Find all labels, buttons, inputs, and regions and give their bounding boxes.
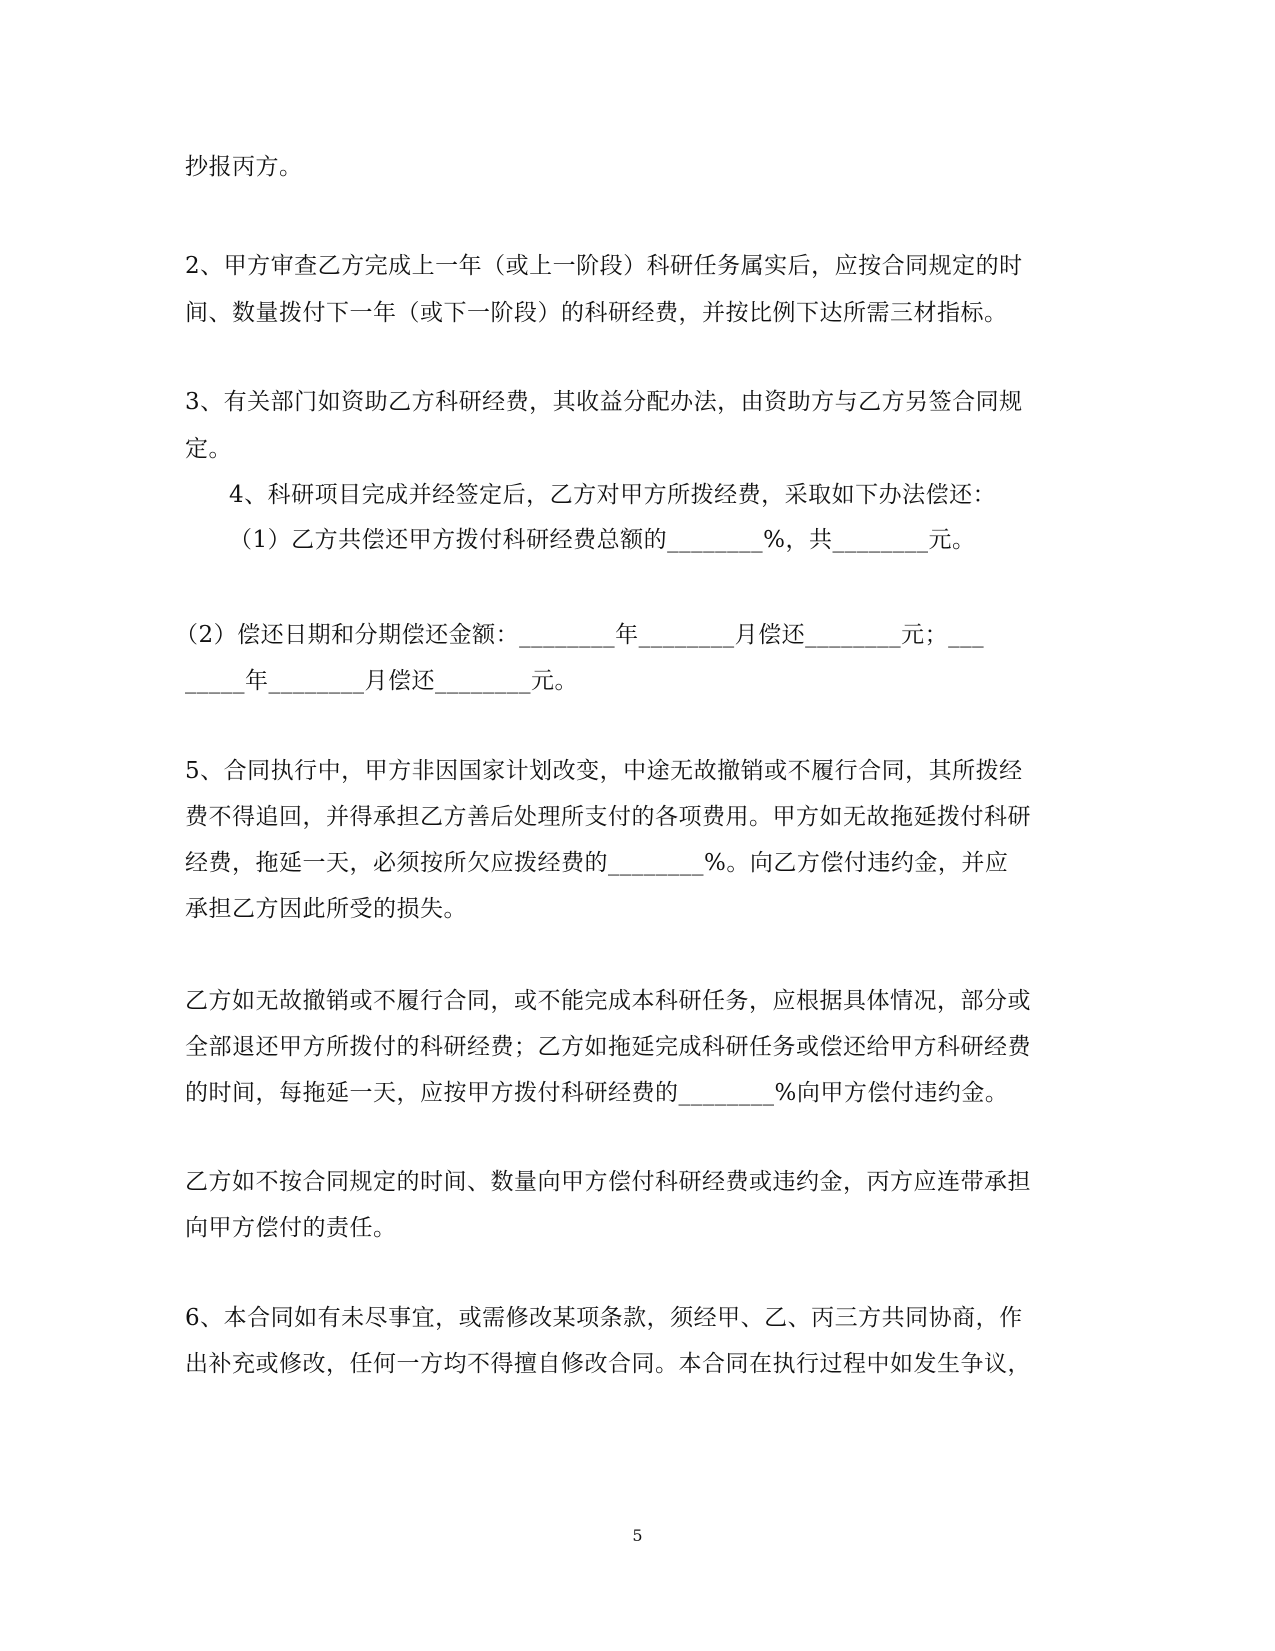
text-line: 出补充或修改，任何一方均不得擅自修改合同。本合同在执行过程中如发生争议，	[185, 1351, 1031, 1377]
text-line: 费不得追回，并得承担乙方善后处理所支付的各项费用。甲方如无故拖延拨付科研	[185, 804, 1031, 830]
text-line: 5、合同执行中，甲方非因国家计划改变，中途无故撤销或不履行合同，其所拨经	[185, 758, 1023, 784]
text-line: 乙方如无故撤销或不履行合同，或不能完成本科研任务，应根据具体情况，部分或	[185, 988, 1031, 1014]
text-line: 4、科研项目完成并经签定后，乙方对甲方所拨经费，采取如下办法偿还：	[229, 482, 997, 508]
text-line: 抄报丙方。	[185, 154, 303, 180]
text-line: 经费，拖延一天，必须按所欠应拨经费的________%。向乙方偿付违约金，并应	[185, 850, 1009, 876]
text-line: 的时间，每拖延一天，应按甲方拨付科研经费的________%向甲方偿付违约金。	[185, 1080, 1009, 1106]
text-line: _____年________月偿还________元。	[185, 668, 578, 694]
text-line: 定。	[185, 436, 232, 462]
text-line: （1）乙方共偿还甲方拨付科研经费总额的________%，共________元。	[229, 527, 976, 553]
text-line: 6、本合同如有未尽事宜，或需修改某项条款，须经甲、乙、丙三方共同协商，作	[185, 1305, 1023, 1331]
text-line: 间、数量拨付下一年（或下一阶段）的科研经费，并按比例下达所需三材指标。	[185, 300, 1008, 326]
text-line: 向甲方偿付的责任。	[185, 1215, 397, 1241]
text-line: 3、有关部门如资助乙方科研经费，其收益分配办法，由资助方与乙方另签合同规	[185, 389, 1023, 415]
text-line: 承担乙方因此所受的损失。	[185, 896, 467, 922]
text-line: （2）偿还日期和分期偿还金额：________年________月偿还________元；___	[175, 622, 985, 648]
text-line: 全部退还甲方所拨付的科研经费；乙方如拖延完成科研任务或偿还给甲方科研经费	[185, 1034, 1031, 1060]
text-line: 乙方如不按合同规定的时间、数量向甲方偿付科研经费或违约金，丙方应连带承担	[185, 1169, 1031, 1195]
page-number: 5	[632, 1526, 643, 1545]
text-line: 2、甲方审查乙方完成上一年（或上一阶段）科研任务属实后，应按合同规定的时	[185, 253, 1023, 279]
